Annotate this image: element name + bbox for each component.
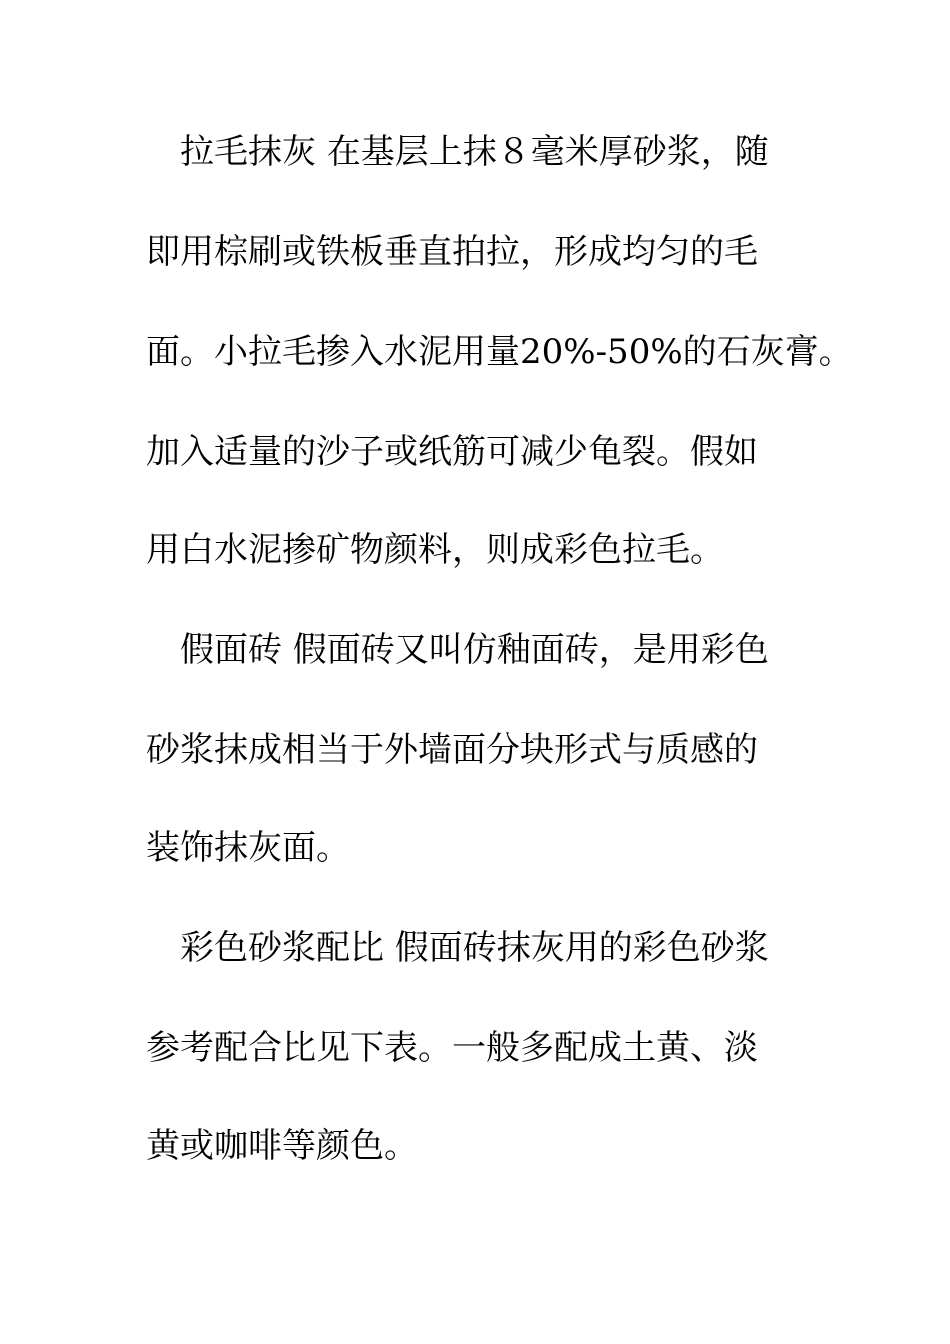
paragraph-line: 加入适量的沙子或纸筋可减少龟裂。假如 xyxy=(146,432,758,472)
paragraph-line: 即用棕刷或铁板垂直拍拉，形成均匀的毛 xyxy=(146,232,758,272)
paragraph-line: 参考配合比见下表。一般多配成土黄、淡 xyxy=(146,1028,758,1068)
paragraph-line: 装饰抹灰面。 xyxy=(146,828,350,868)
paragraph-line: 假面砖 假面砖又叫仿釉面砖，是用彩色 xyxy=(180,630,769,670)
paragraph-line: 彩色砂浆配比 假面砖抹灰用的彩色砂浆 xyxy=(180,928,769,968)
paragraph-line: 砂浆抹成相当于外墙面分块形式与质感的 xyxy=(146,730,758,770)
paragraph-line: 拉毛抹灰 在基层上抹８毫米厚砂浆，随 xyxy=(180,132,769,172)
paragraph-line: 面。小拉毛掺入水泥用量20%-50%的石灰膏。 xyxy=(146,332,853,372)
paragraph-line: 黄或咖啡等颜色。 xyxy=(146,1126,418,1166)
paragraph-line: 用白水泥掺矿物颜料，则成彩色拉毛。 xyxy=(146,530,724,570)
